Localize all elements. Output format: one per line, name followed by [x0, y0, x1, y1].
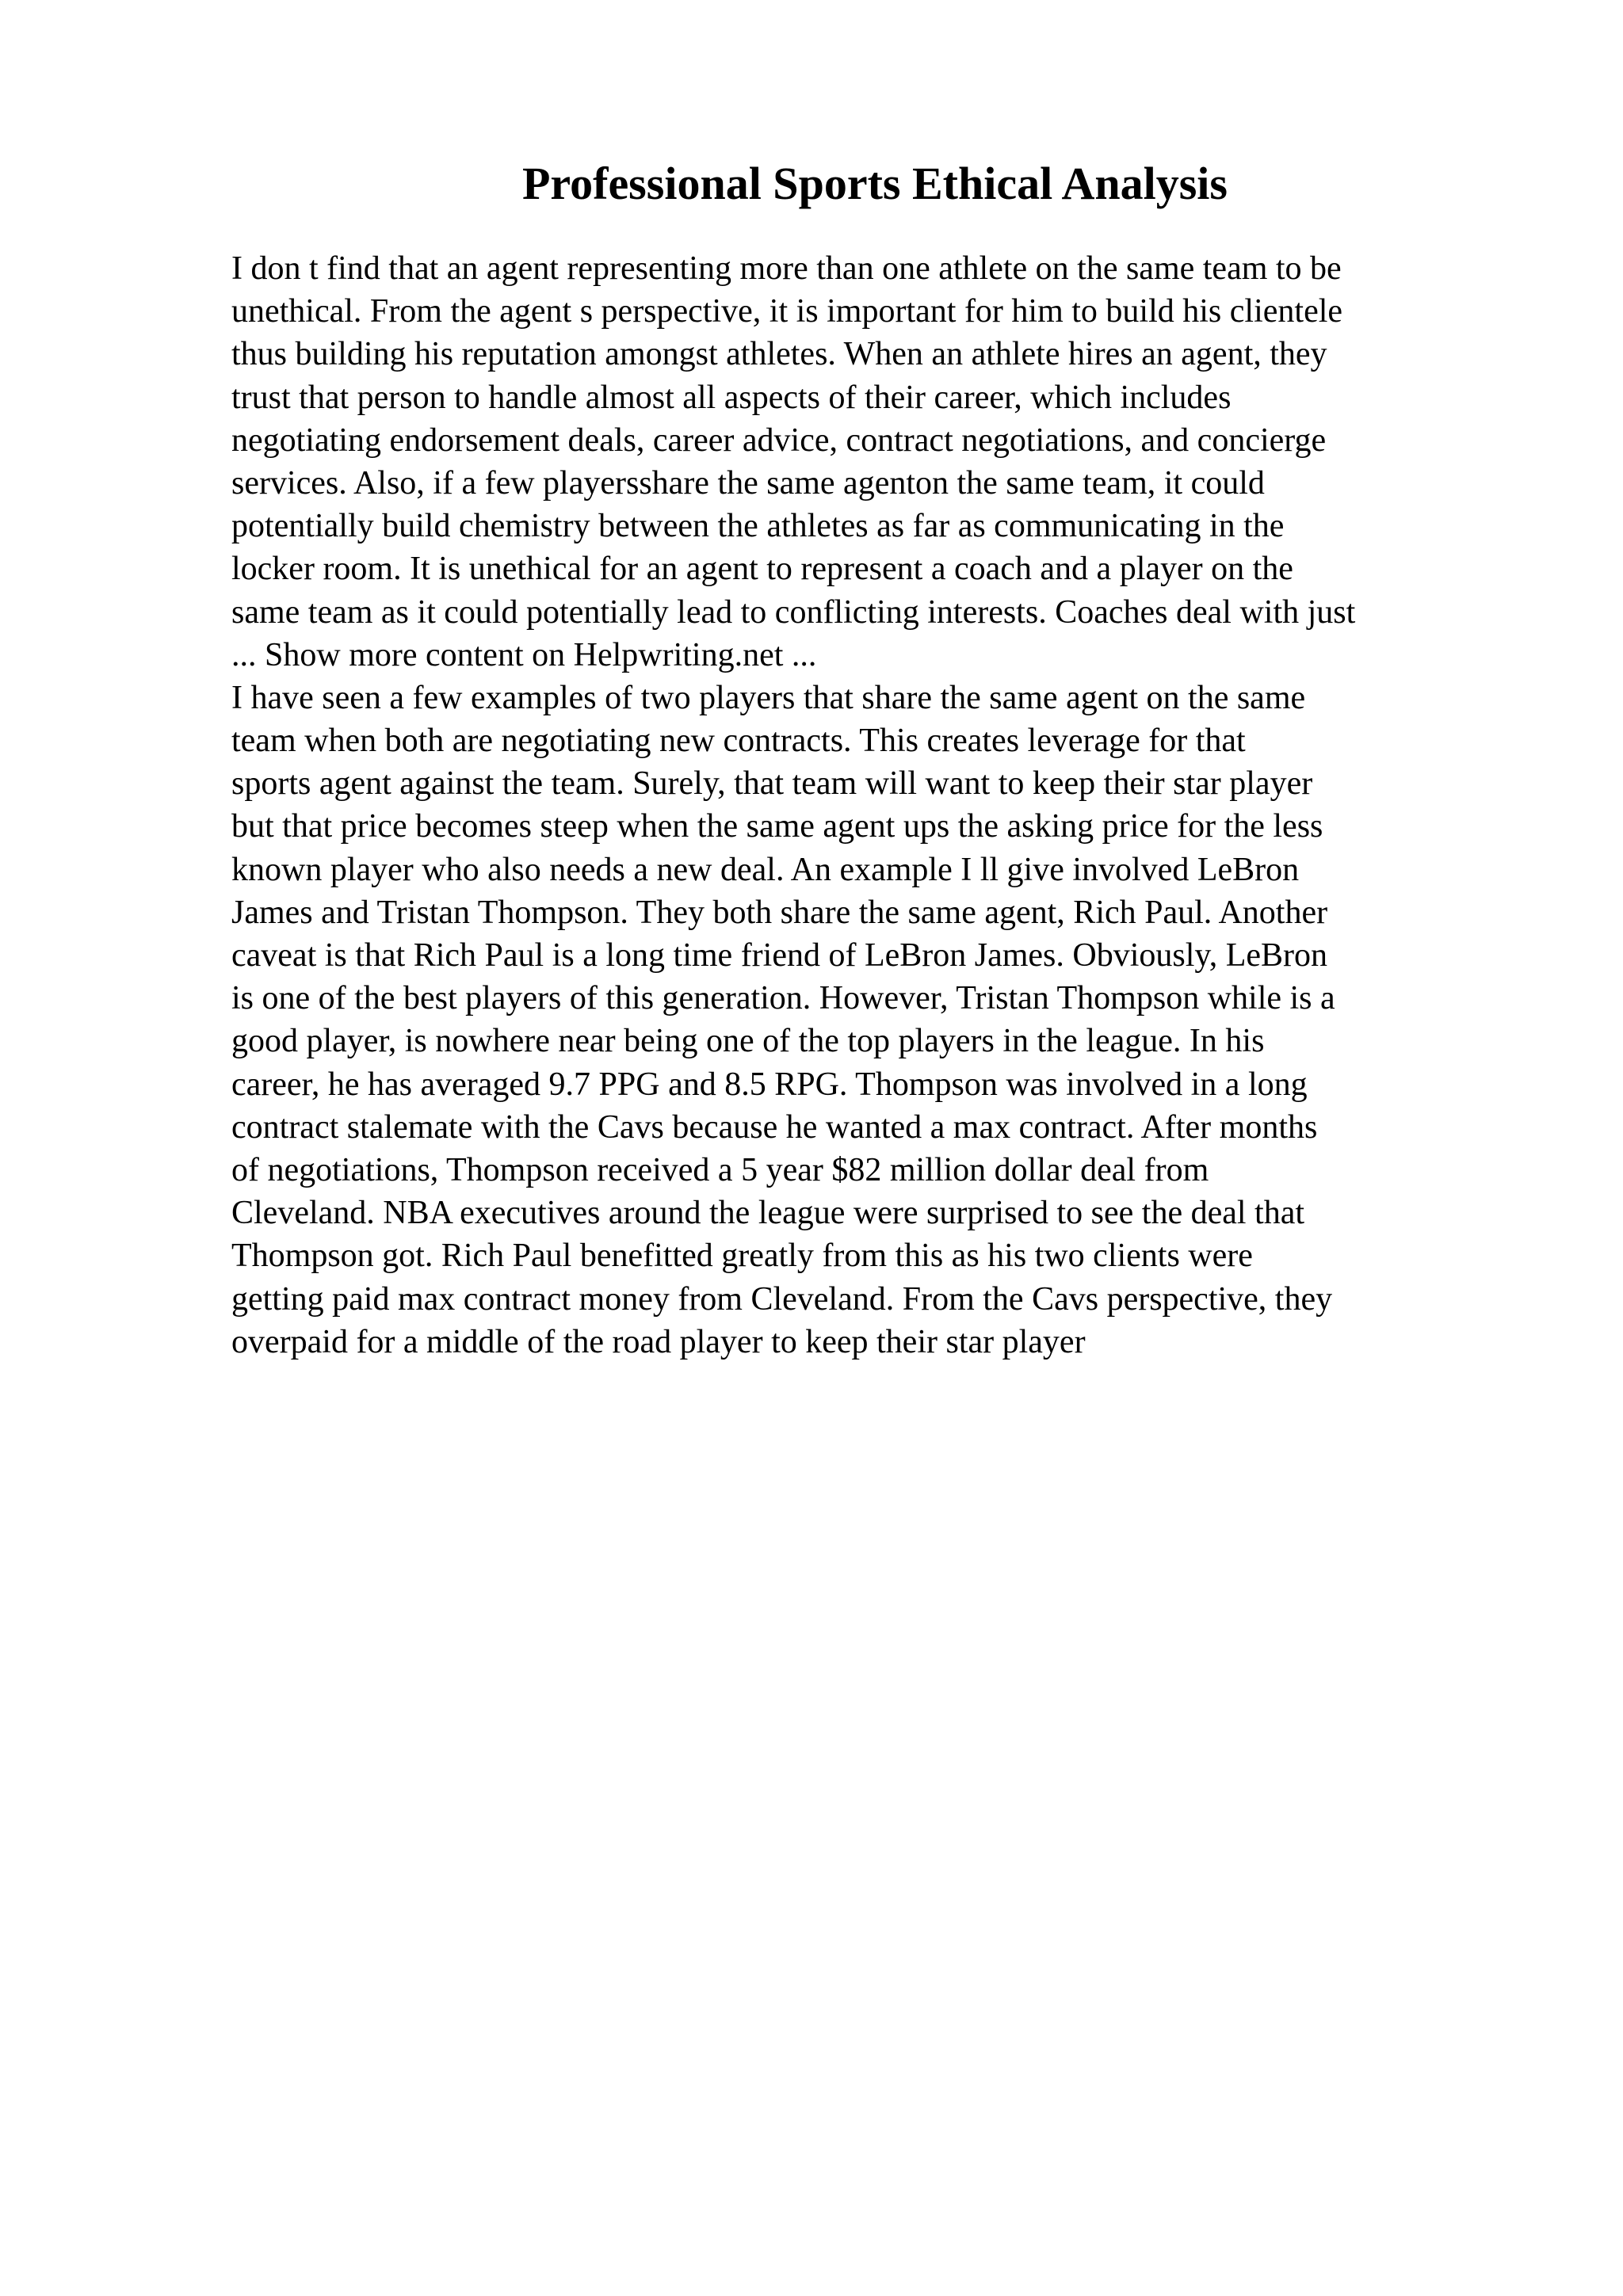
essay-line: Cleveland. NBA executives around the league were surprised to see the deal that	[231, 1195, 1305, 1232]
essay-line: James and Tristan Thompson. They both share the same agent, Rich Paul. Another	[231, 894, 1328, 931]
essay-line: I have seen a few examples of two players that share the same agent on the same	[231, 679, 1306, 716]
essay-line: potentially build chemistry between the athletes as far as communicating in the	[231, 508, 1285, 545]
essay-line: known player who also needs a new deal. An example I ll give involved LeBron	[231, 851, 1300, 888]
essay-line: I don t find that an agent representing more than one athlete on the same team to be	[231, 250, 1342, 287]
show-more-notice: ... Show more content on Helpwriting.net ...	[231, 636, 817, 673]
essay-line: Thompson got. Rich Paul benefitted greatly from this as his two clients were	[231, 1238, 1253, 1275]
essay-line: locker room. It is unethical for an agent to represent a coach and a player on the	[231, 551, 1293, 588]
essay-line: team when both are negotiating new contracts. This creates leverage for that	[231, 723, 1246, 760]
essay-line: overpaid for a middle of the road player to keep their star player	[231, 1323, 1086, 1360]
essay-line: same team as it could potentially lead to conflicting interests. Coaches deal with just	[231, 593, 1356, 631]
essay-line: but that price becomes steep when the same agent ups the asking price for the less	[231, 808, 1323, 845]
essay-line: good player, is nowhere near being one of the top players in the league. In his	[231, 1023, 1265, 1060]
essay-line: getting paid max contract money from Cleveland. From the Cavs perspective, they	[231, 1280, 1333, 1318]
essay-line: of negotiations, Thompson received a 5 year $82 million dollar deal from	[231, 1151, 1209, 1188]
essay-line: negotiating endorsement deals, career advice, contract negotiations, and concierge	[231, 421, 1327, 459]
essay-line: thus building his reputation amongst athletes. When an athlete hires an agent, they	[231, 336, 1327, 373]
essay-body	[231, 247, 1594, 1363]
essay-line: contract stalemate with the Cavs because he wanted a max contract. After months	[231, 1108, 1318, 1146]
essay-line: caveat is that Rich Paul is a long time friend of LeBron James. Obviously, LeBron	[231, 937, 1327, 974]
essay-line: services. Also, if a few playersshare the same agenton the same team, it could	[231, 464, 1265, 502]
essay-line: career, he has averaged 9.7 PPG and 8.5 RPG. Thompson was involved in a long	[231, 1066, 1308, 1103]
essay-line: sports agent against the team. Surely, that team will want to keep their star player	[231, 765, 1313, 803]
essay-line: trust that person to handle almost all aspects of their career, which includes	[231, 379, 1232, 416]
page-title: Professional Sports Ethical Analysis	[522, 158, 1228, 209]
essay-line: is one of the best players of this generation. However, Tristan Thompson while is a	[231, 980, 1335, 1017]
essay-line: unethical. From the agent s perspective, it is important for him to build his clientele	[231, 293, 1343, 330]
